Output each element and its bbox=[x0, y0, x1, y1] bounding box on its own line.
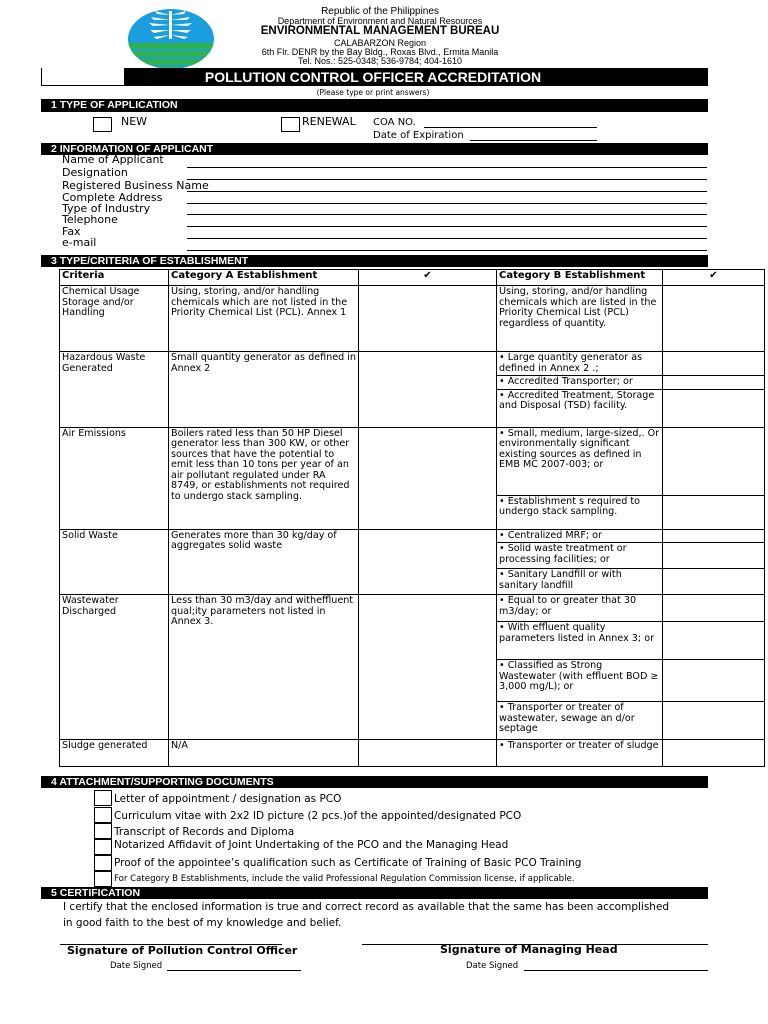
industry-input[interactable] bbox=[187, 214, 707, 215]
form-title: POLLUTION CONTROL OFFICER ACCREDITATION bbox=[41, 68, 705, 86]
check-b-hazardous-2[interactable] bbox=[663, 376, 765, 390]
criteria-table bbox=[59, 269, 765, 767]
cat-a-air: Boilers rated less than 50 HP Diesel generator less than 300 KW, or other sources that have the potential to emit less than 10 tons per year of an air pollutant regulated under RA 8749, or establishments not required to undergo stack sampling. bbox=[169, 427, 359, 529]
date-signed-input-head[interactable] bbox=[524, 970, 708, 971]
cat-b-solid-1: • Centralized MRF; or bbox=[497, 529, 663, 543]
coa-label: COA NO. bbox=[373, 117, 416, 128]
table-row bbox=[60, 529, 765, 543]
cat-b-hazardous-1: • Large quantity generator as defined in Annex 2 .; bbox=[497, 352, 663, 376]
cat-a-hazardous: Small quantity generator as defined in Annex 2 bbox=[169, 352, 359, 428]
col-criteria: Criteria bbox=[60, 270, 169, 286]
cat-b-air-1: • Small, medium, large-sized,. Or environmentally significant existing sources as defined in EMB MC 2007-003; or bbox=[497, 427, 663, 495]
check-b-solid-2[interactable] bbox=[663, 543, 765, 569]
field-label-fax: Fax bbox=[62, 225, 81, 238]
attachment-item-3: Transcript of Records and Diploma bbox=[114, 826, 295, 838]
signature-label-pco: Signature of Pollution Control Officer bbox=[67, 944, 298, 957]
attachment-item-6: For Category B Establishments, include the valid Professional Regulation Commission license, if applicable. bbox=[114, 874, 575, 884]
check-b-air-2[interactable] bbox=[663, 495, 765, 529]
check-b-hazardous-3[interactable] bbox=[663, 389, 765, 427]
col-category-a: Category A Establishment bbox=[169, 270, 359, 286]
criteria-chemical: Chemical Usage Storage and/or Handling bbox=[60, 286, 169, 352]
telephone-input[interactable] bbox=[187, 226, 707, 227]
cat-a-chemical: Using, storing, and/or handling chemicals which are not listed in the Priority Chemical List (PCL). Annex 1 bbox=[169, 286, 359, 352]
check-icon: ✔ bbox=[663, 270, 765, 286]
certification-text-2: in good faith to the best of my knowledge and belief. bbox=[63, 917, 342, 929]
check-b-solid-1[interactable] bbox=[663, 529, 765, 543]
name-input[interactable] bbox=[187, 167, 707, 168]
renewal-checkbox[interactable] bbox=[281, 117, 300, 132]
attachment-checkbox-2[interactable] bbox=[94, 807, 112, 823]
cat-b-wastewater-3: • Classified as Strong Wastewater (with effluent BOD ≥ 3,000 mg/L); or bbox=[497, 660, 663, 702]
section1-heading: 1 TYPE OF APPLICATION bbox=[41, 99, 708, 112]
header-republic: Republic of the Philippines bbox=[321, 6, 439, 17]
table-row bbox=[60, 352, 765, 376]
designation-input[interactable] bbox=[187, 179, 707, 180]
field-label-designation: Designation bbox=[62, 166, 128, 179]
fax-input[interactable] bbox=[187, 238, 707, 239]
header-bureau: ENVIRONMENTAL MANAGEMENT BUREAU bbox=[260, 25, 500, 37]
table-row bbox=[60, 740, 765, 767]
attachment-checkbox-4[interactable] bbox=[94, 839, 112, 855]
check-b-chemical[interactable] bbox=[663, 286, 765, 352]
cat-b-hazardous-2: • Accredited Transporter; or bbox=[497, 376, 663, 390]
attachment-checkbox-6[interactable] bbox=[94, 871, 112, 887]
check-a-hazardous[interactable] bbox=[359, 352, 497, 428]
check-a-air[interactable] bbox=[359, 427, 497, 529]
check-icon: ✔ bbox=[359, 270, 497, 286]
criteria-sludge: Sludge generated bbox=[60, 740, 169, 767]
address-input[interactable] bbox=[187, 203, 707, 204]
check-a-sludge[interactable] bbox=[359, 740, 497, 767]
criteria-hazardous: Hazardous Waste Generated bbox=[60, 352, 169, 428]
field-label-industry: Type of Industry bbox=[62, 202, 151, 215]
check-a-chemical[interactable] bbox=[359, 286, 497, 352]
signature-label-head: Signature of Managing Head bbox=[440, 943, 618, 956]
cat-b-chemical: Using, storing, and/or handling chemicals which are listed in the Priority Chemical List (PCL) regardless of quantity. bbox=[497, 286, 663, 352]
field-label-email: e-mail bbox=[62, 236, 97, 249]
cat-b-air-2: • Establishment s required to undergo stack sampling. bbox=[497, 495, 663, 529]
business-input[interactable] bbox=[187, 191, 707, 192]
attachment-item-1: Letter of appointment / designation as PCO bbox=[114, 793, 342, 805]
check-b-solid-3[interactable] bbox=[663, 569, 765, 595]
header-telephone: Tel. Nos.: 525-0348; 536-9784; 404-1610 bbox=[297, 56, 463, 66]
cat-b-sludge: • Transporter or treater of sludge bbox=[497, 740, 663, 767]
attachment-item-4: Notarized Affidavit of Joint Undertaking of the PCO and the Managing Head bbox=[114, 839, 509, 851]
cat-b-wastewater-2: • With effluent quality parameters listed in Annex 3; or bbox=[497, 622, 663, 660]
field-label-telephone: Telephone bbox=[62, 213, 118, 226]
attachment-item-5: Proof of the appointee’s qualification such as Certificate of Training of Basic PCO Training bbox=[114, 857, 582, 869]
criteria-air: Air Emissions bbox=[60, 427, 169, 529]
table-row bbox=[60, 595, 765, 622]
expiration-label: Date of Expiration bbox=[373, 130, 464, 141]
check-a-solid[interactable] bbox=[359, 529, 497, 595]
table-row bbox=[60, 427, 765, 495]
attachment-checkbox-5[interactable] bbox=[94, 855, 112, 871]
criteria-solid: Solid Waste bbox=[60, 529, 169, 595]
attachment-checkbox-3[interactable] bbox=[94, 823, 112, 839]
coa-input[interactable] bbox=[424, 127, 597, 128]
section4-heading: 4 ATTACHMENT/SUPPORTING DOCUMENTS bbox=[41, 776, 708, 788]
section2-heading: 2 INFORMATION OF APPLICANT bbox=[41, 143, 708, 155]
attachment-item-2: Curriculum vitae with 2x2 ID picture (2 pcs.)of the appointed/designated PCO bbox=[114, 810, 522, 822]
certification-text-1: I certify that the enclosed information is true and correct record as available that the same has been accomplished bbox=[63, 901, 670, 913]
header-department: Department of Environment and Natural Resources bbox=[277, 16, 483, 26]
email-input[interactable] bbox=[187, 250, 707, 251]
check-b-wastewater-3[interactable] bbox=[663, 660, 765, 702]
check-b-air-1[interactable] bbox=[663, 427, 765, 495]
field-label-address: Complete Address bbox=[62, 191, 163, 204]
check-b-wastewater-4[interactable] bbox=[663, 702, 765, 740]
table-row bbox=[60, 286, 765, 352]
col-category-b: Category B Establishment bbox=[497, 270, 663, 286]
cat-b-solid-3: • Sanitary Landfill or with sanitary landfill bbox=[497, 569, 663, 595]
cat-b-wastewater-4: • Transporter or treater of wastewater, sewage an d/or septage bbox=[497, 702, 663, 740]
cat-b-wastewater-1: • Equal to or greater that 30 m3/day; or bbox=[497, 595, 663, 622]
expiration-input[interactable] bbox=[470, 140, 597, 141]
check-b-hazardous-1[interactable] bbox=[663, 352, 765, 376]
form-subtitle: (Please type or print answers) bbox=[316, 88, 430, 97]
check-b-wastewater-1[interactable] bbox=[663, 595, 765, 622]
check-b-wastewater-2[interactable] bbox=[663, 622, 765, 660]
field-label-business: Registered Business Name bbox=[62, 179, 209, 192]
header-region: CALABARZON Region bbox=[333, 38, 427, 48]
cat-a-solid: Generates more than 30 kg/day of aggregates solid waste bbox=[169, 529, 359, 595]
date-signed-input-pco[interactable] bbox=[167, 970, 301, 971]
renewal-label: RENEWAL bbox=[302, 115, 356, 128]
attachment-checkbox-1[interactable] bbox=[94, 790, 112, 806]
table-header-row bbox=[60, 270, 765, 286]
cat-b-hazardous-3: • Accredited Treatment, Storage and Disposal (TSD) facility. bbox=[497, 389, 663, 427]
cat-a-wastewater: Less than 30 m3/day and witheffluent qual;ity parameters not listed in Annex 3. bbox=[169, 595, 359, 740]
new-checkbox[interactable] bbox=[93, 117, 112, 132]
cat-b-solid-2: • Solid waste treatment or processing facilities; or bbox=[497, 543, 663, 569]
date-signed-label-pco: Date Signed bbox=[110, 961, 163, 971]
section3-heading: 3 TYPE/CRITERIA OF ESTABLISHMENT bbox=[41, 255, 708, 267]
criteria-wastewater: Wastewater Discharged bbox=[60, 595, 169, 740]
header-address: 6th Flr. DENR by the Bay Bldg., Roxas Blvd., Ermita Manila bbox=[261, 47, 499, 57]
date-signed-label-head: Date Signed bbox=[466, 961, 519, 971]
check-a-wastewater[interactable] bbox=[359, 595, 497, 740]
field-label-name: Name of Applicant bbox=[62, 153, 164, 166]
check-b-sludge[interactable] bbox=[663, 740, 765, 767]
section5-heading: 5 CERTIFICATION bbox=[41, 887, 708, 899]
cat-a-sludge: N/A bbox=[169, 740, 359, 767]
new-label: NEW bbox=[121, 115, 148, 128]
